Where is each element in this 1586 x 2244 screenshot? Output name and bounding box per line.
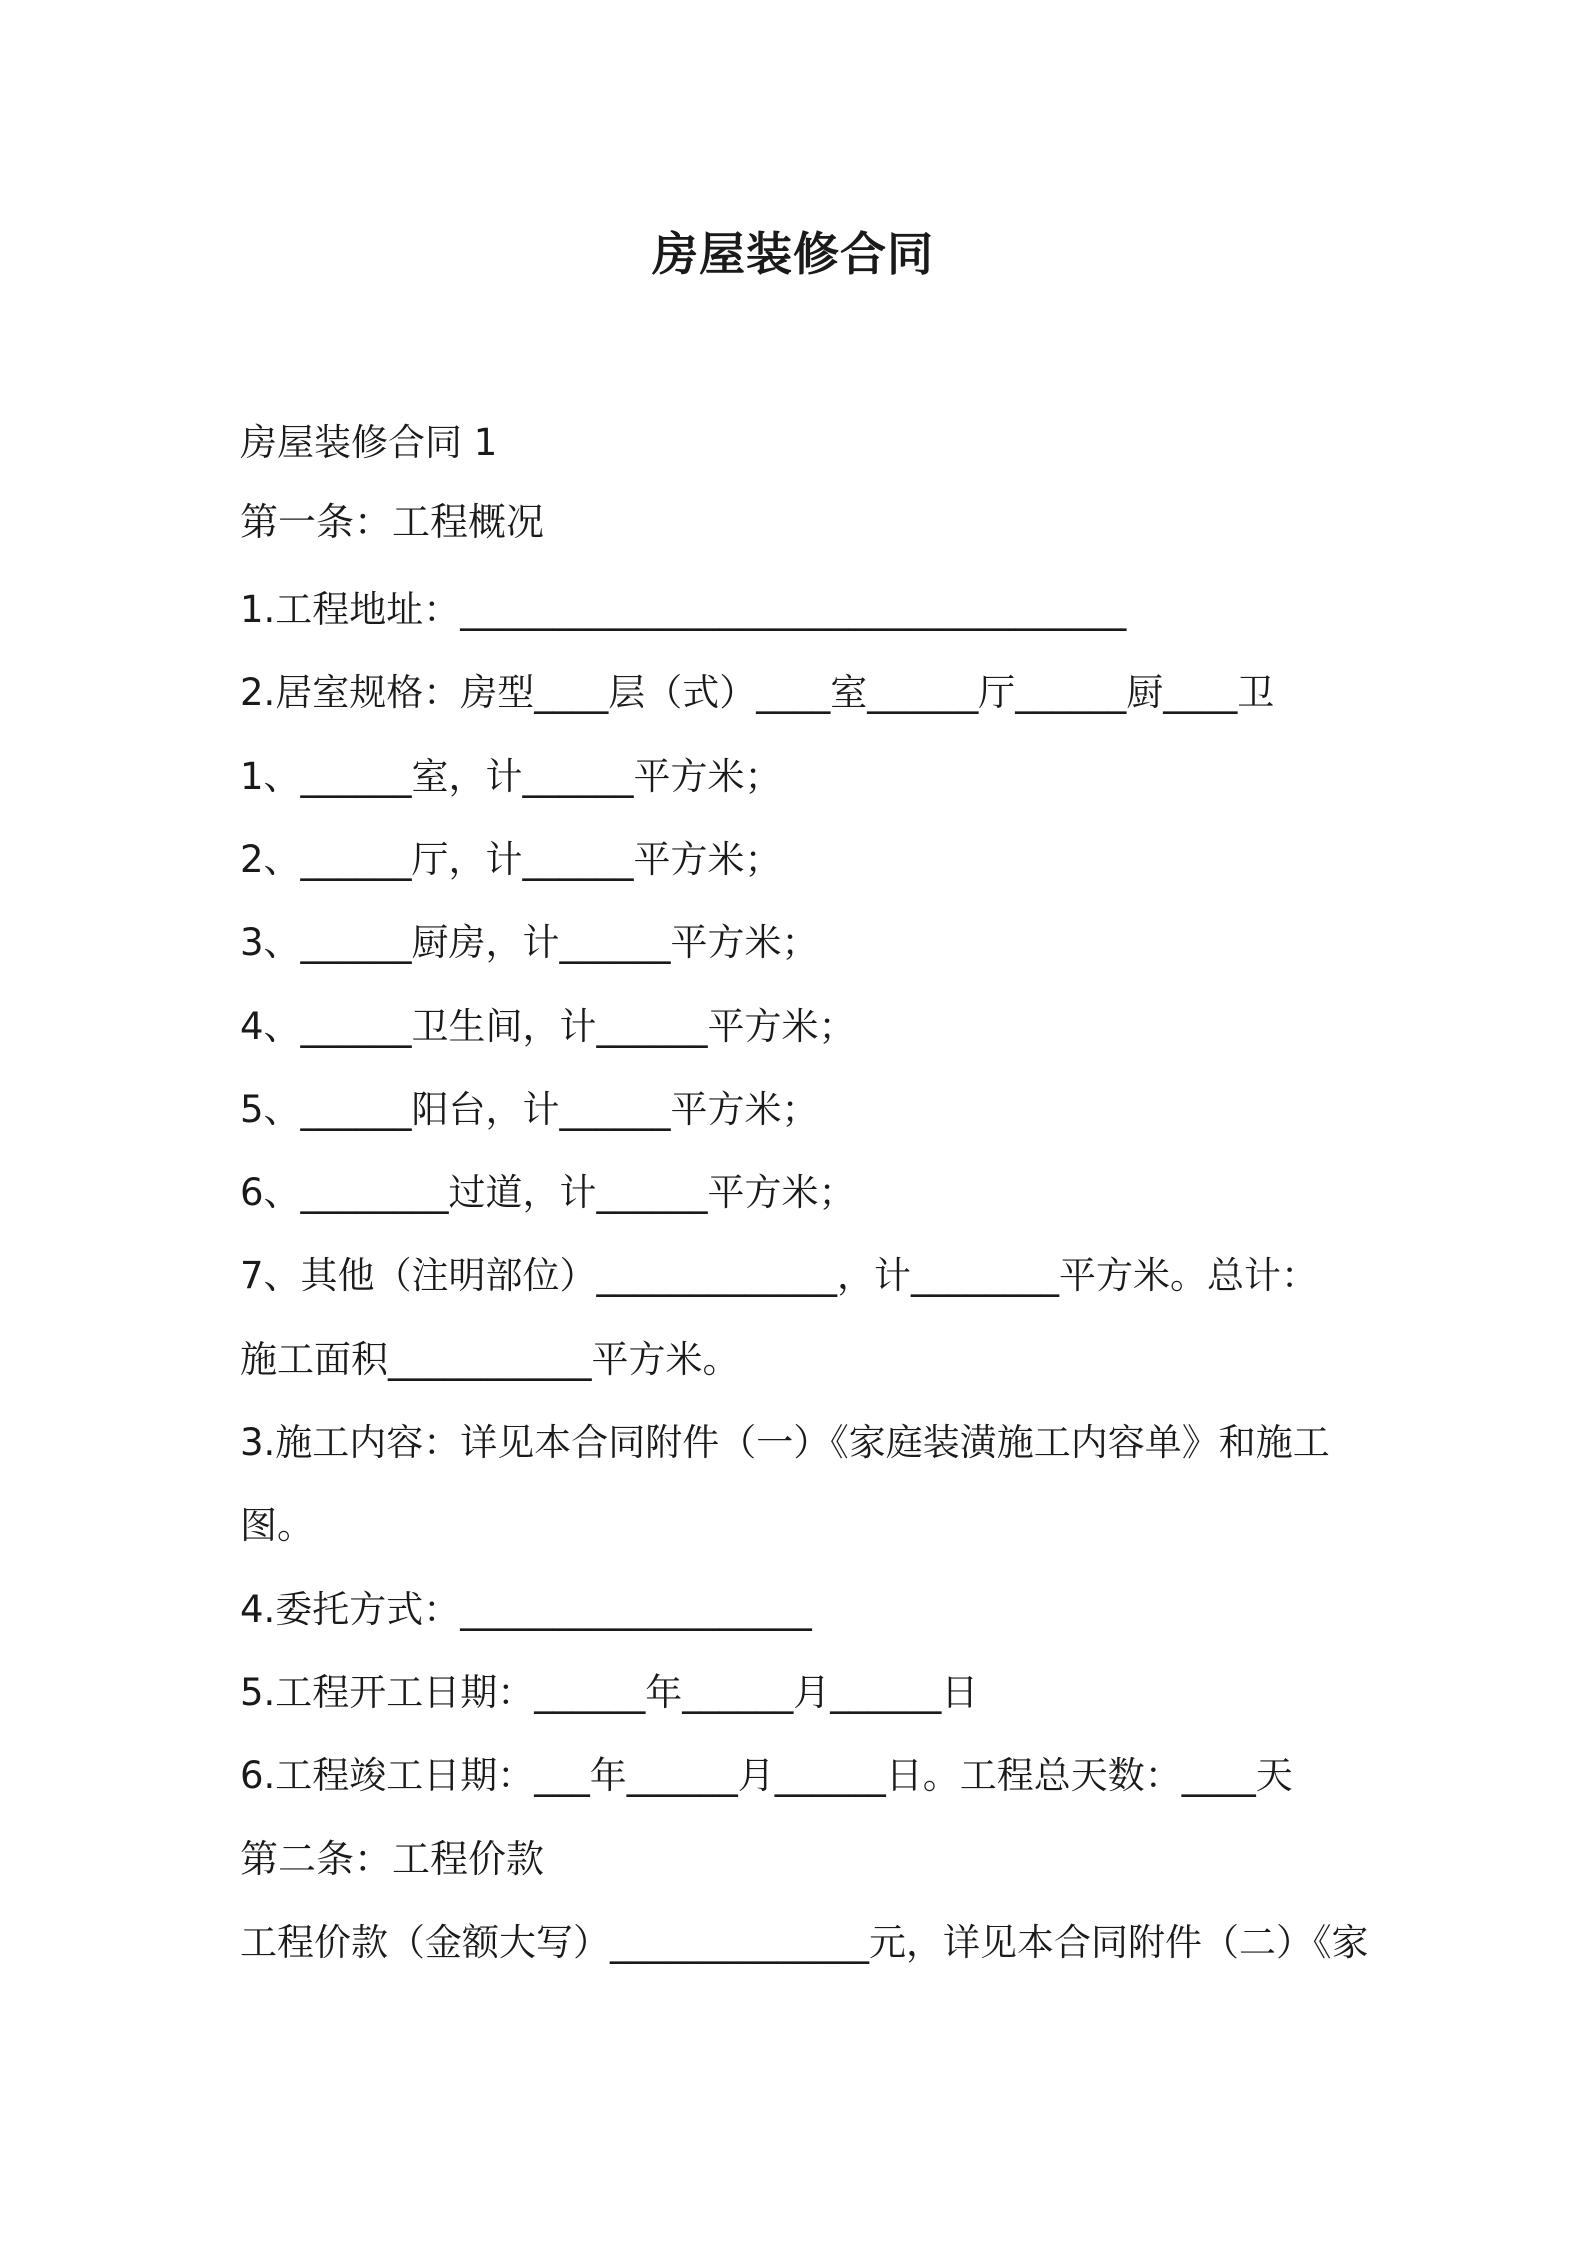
room-item-2: 2、______厅，计______平方米；	[240, 838, 782, 881]
article-1-heading: 第一条：工程概况	[240, 500, 545, 544]
completion-date-line: 6.工程竣工日期：___年______月______日。工程总天数：____天	[240, 1754, 1293, 1797]
construction-area-line: 施工面积___________平方米。	[240, 1338, 740, 1381]
room-item-1: 1、______室，计______平方米；	[240, 755, 782, 798]
price-line: 工程价款（金额大写）______________元，详见本合同附件（二）《家	[240, 1921, 1369, 1964]
construction-content-line: 3.施工内容：详见本合同附件（一）《家庭装潢施工内容单》和施工	[240, 1421, 1330, 1464]
construction-content-continuation: 图。	[240, 1504, 314, 1547]
document-title: 房屋装修合同	[652, 227, 934, 281]
room-item-3: 3、______厨房，计______平方米；	[240, 921, 819, 964]
room-item-4: 4、______卫生间，计______平方米；	[240, 1005, 856, 1048]
room-spec-line: 2.居室规格：房型____层（式）____室______厅______厨____卫	[240, 671, 1275, 714]
room-item-5: 5、______阳台，计______平方米；	[240, 1088, 819, 1131]
article-2-heading: 第二条：工程价款	[240, 1837, 545, 1881]
project-address-line: 1.工程地址：____________________________________	[240, 588, 1127, 631]
room-item-7: 7、其他（注明部位）_____________，计________平方米。总计：	[240, 1254, 1319, 1297]
start-date-line: 5.工程开工日期：______年______月______日	[240, 1671, 979, 1714]
document-subtitle: 房屋装修合同 1	[240, 421, 498, 464]
room-item-6: 6、________过道，计______平方米；	[240, 1171, 856, 1214]
commission-method-line: 4.委托方式：___________________	[240, 1588, 812, 1631]
